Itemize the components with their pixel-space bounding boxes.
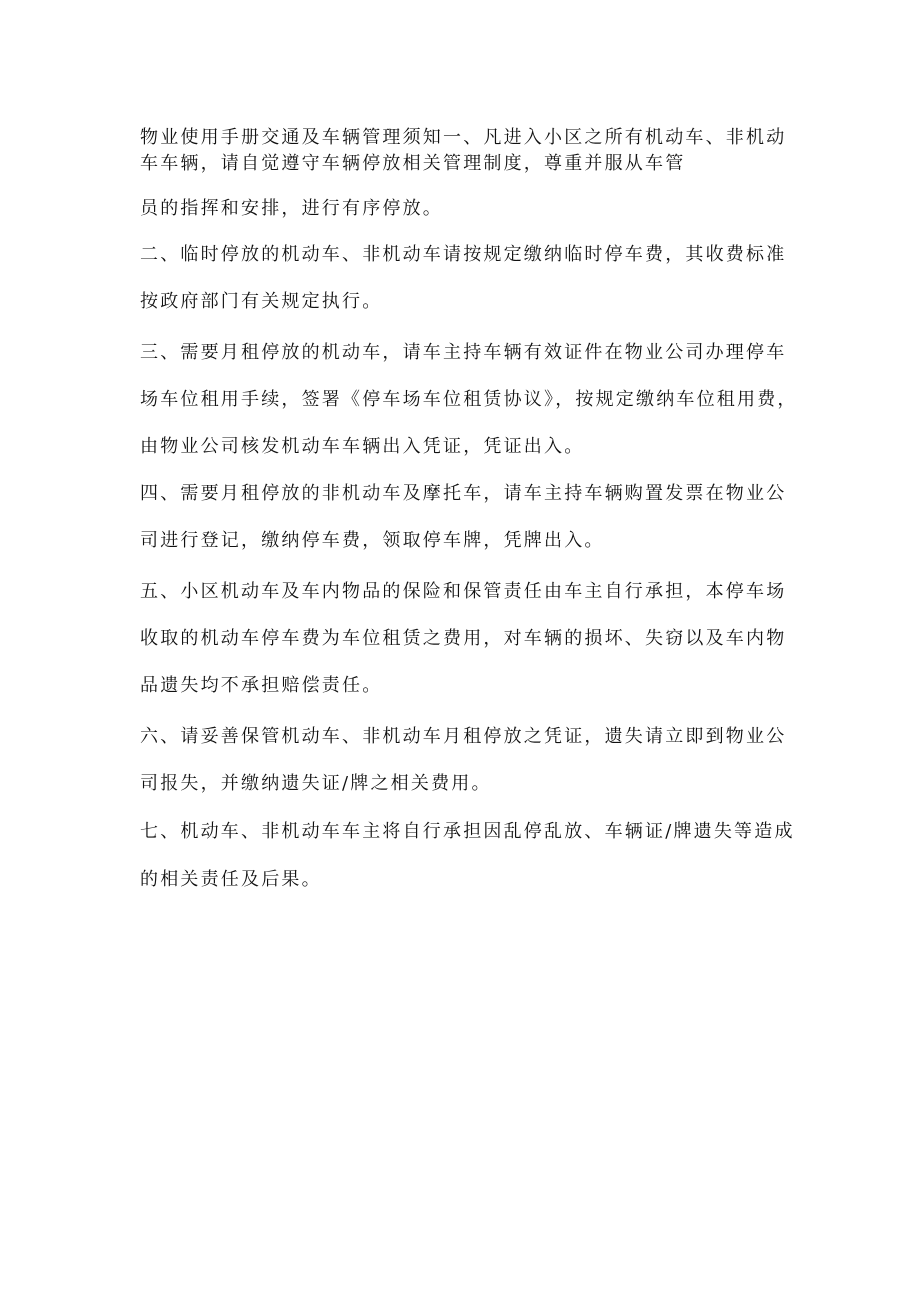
text-line-7: 场车位租用手续，签署《停车场车位租赁协议》，按规定缴纳车位租用费，	[140, 389, 798, 410]
text-line-15: 司报失，并缴纳遗失证/牌之相关费用。	[140, 773, 492, 794]
text-line-10: 司进行登记，缴纳停车费，领取停车牌，凭牌出入。	[140, 530, 605, 551]
text-line-13: 品遗失均不承担赔偿责任。	[140, 675, 383, 696]
text-line-14: 六、请妥善保管机动车、非机动车月租停放之凭证，遗失请立即到物业公	[140, 726, 787, 747]
text-line-12: 收取的机动车停车费为车位租赁之费用，对车辆的损坏、失窃以及车内物	[140, 628, 787, 649]
text-line-17: 的相关责任及后果。	[140, 869, 322, 890]
text-line-5: 按政府部门有关规定执行。	[140, 291, 383, 312]
text-line-3: 员的指挥和安排，进行有序停放。	[140, 198, 443, 219]
text-line-9: 四、需要月租停放的非机动车及摩托车，请车主持车辆购置发票在物业公	[140, 483, 787, 504]
text-line-16: 七、机动车、非机动车车主将自行承担因乱停乱放、车辆证/牌遗失等造成	[140, 821, 795, 842]
text-line-2: 车车辆，请自觉遵守车辆停放相关管理制度，尊重并服从车管	[140, 153, 686, 174]
text-line-1: 物业使用手册交通及车辆管理须知一、凡进入小区之所有机动车、非机动	[140, 127, 787, 148]
text-line-6: 三、需要月租停放的机动车，请车主持车辆有效证件在物业公司办理停车	[140, 342, 787, 363]
text-line-11: 五、小区机动车及车内物品的保险和保管责任由车主自行承担，本停车场	[140, 581, 787, 602]
text-line-4: 二、临时停放的机动车、非机动车请按规定缴纳临时停车费，其收费标准	[140, 244, 787, 265]
text-line-8: 由物业公司核发机动车车辆出入凭证，凭证出入。	[140, 436, 585, 457]
